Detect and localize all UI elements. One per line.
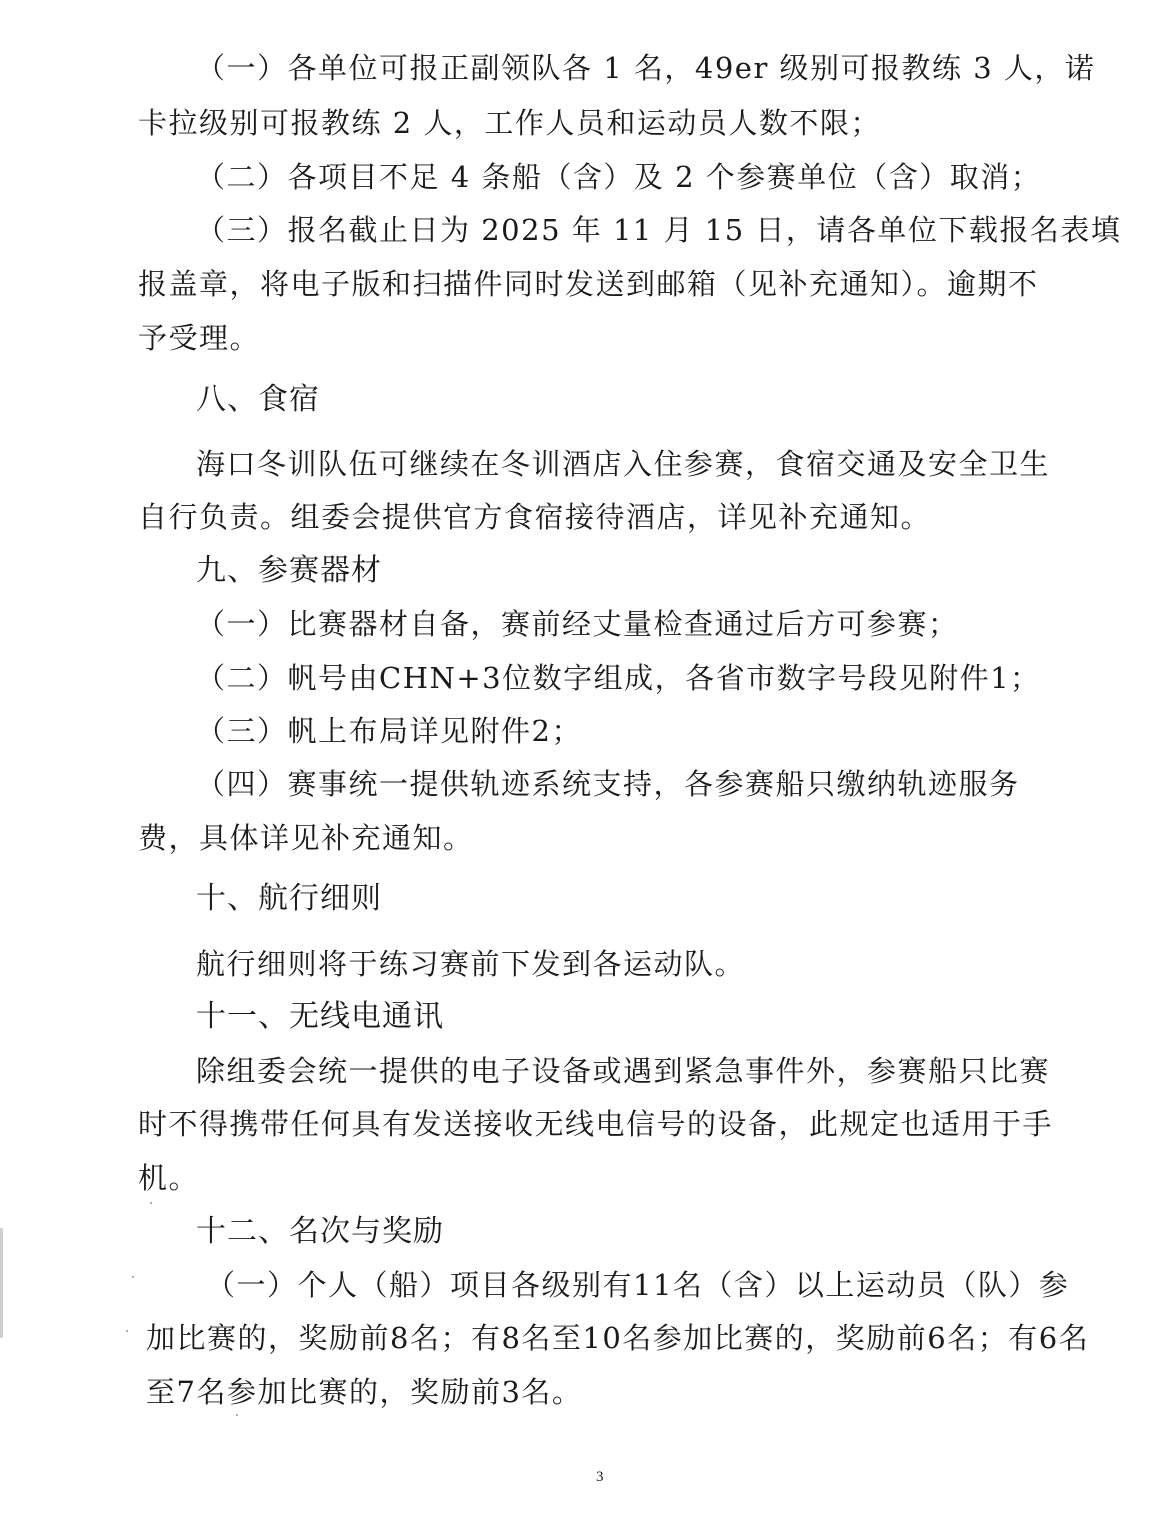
paragraph-line: （一）个人（船）项目各级别有11名（含）以上运动员（队）参: [206, 1268, 1070, 1302]
scan-edge-mark: [0, 1228, 3, 1338]
scan-speck: [150, 1202, 152, 1204]
section-heading-rankings: 十二、名次与奖励: [196, 1214, 444, 1249]
paragraph-line: （二）各项目不足 4 条船（含）及 2 个参赛单位（含）取消；: [196, 160, 1042, 194]
section-heading-sailing-instructions: 十、航行细则: [196, 881, 382, 916]
paragraph-line: 机。: [138, 1161, 200, 1195]
paragraph-line: 海口冬训队伍可继续在冬训酒店入住参赛，食宿交通及安全卫生: [196, 447, 1051, 481]
paragraph-line: （四）赛事统一提供轨迹系统支持，各参赛船只缴纳轨迹服务: [196, 767, 1020, 801]
paragraph-line: 卡拉级别可报教练 2 人，工作人员和运动员人数不限；: [138, 106, 881, 140]
paragraph-line: 除组委会统一提供的电子设备或遇到紧急事件外，参赛船只比赛: [196, 1054, 1051, 1088]
section-heading-equipment: 九、参赛器材: [196, 553, 382, 588]
paragraph-line: 航行细则将于练习赛前下发到各运动队。: [196, 947, 746, 981]
paragraph-line: 时不得携带任何具有发送接收无线电信号的设备，此规定也适用于手: [138, 1107, 1054, 1141]
scan-speck: [126, 1330, 128, 1332]
section-heading-radio: 十一、无线电通讯: [196, 999, 444, 1034]
paragraph-line: 加比赛的，奖励前8名；有8名至10名参加比赛的，奖励前6名；有6名: [146, 1321, 1090, 1355]
page-number: 3: [596, 1469, 604, 1485]
paragraph-line: （一）比赛器材自备，赛前经丈量检查通过后方可参赛；: [196, 607, 959, 641]
paragraph-line: 费，具体详见补充通知。: [138, 821, 474, 855]
section-heading-accommodation: 八、食宿: [196, 382, 320, 417]
paragraph-line: 至7名参加比赛的，奖励前3名。: [146, 1375, 583, 1409]
paragraph-line: 自行负责。组委会提供官方食宿接待酒店，详见补充通知。: [138, 500, 932, 534]
scan-speck: [132, 1276, 134, 1278]
scan-speck: [236, 1414, 238, 1416]
paragraph-line: 予受理。: [138, 321, 261, 355]
paragraph-line: （三）帆上布局详见附件2；: [196, 714, 582, 748]
paragraph-line: 报盖章，将电子版和扫描件同时发送到邮箱（见补充通知）。逾期不: [138, 267, 1039, 301]
paragraph-line: （三）报名截止日为 2025 年 11 月 15 日，请各单位下载报名表填: [196, 213, 1122, 247]
paragraph-line: （二）帆号由CHN+3位数字组成，各省市数字号段见附件1；: [196, 661, 1041, 695]
paragraph-line: （一）各单位可报正副领队各 1 名，49er 级别可报教练 3 人，诺: [196, 51, 1096, 85]
